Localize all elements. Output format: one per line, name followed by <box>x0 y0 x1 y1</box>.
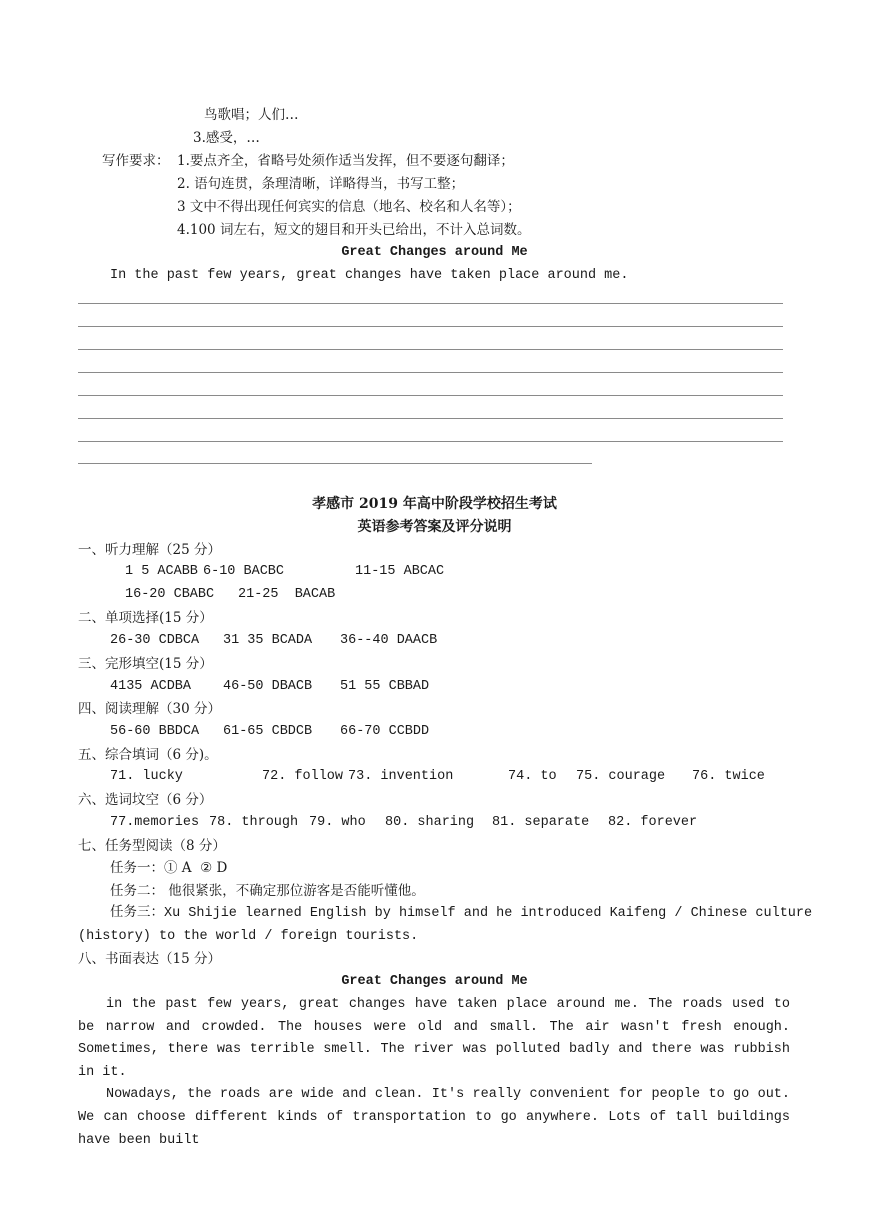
s6-answer: 81. separate <box>492 815 590 830</box>
task-1-answer: 任务一：① A ② D <box>110 860 228 876</box>
s3-answers-c: 51 55 CBBAD <box>340 679 430 694</box>
s3-answers-a: 4135 ACDBA <box>110 679 192 694</box>
section-1-heading: 一、听力理解（25 分） <box>78 542 221 558</box>
answer-key-title: 孝感市 2019 年高中阶段学校招生考试 <box>312 496 557 512</box>
s6-answer: 82. forever <box>608 815 698 830</box>
writing-line <box>78 349 783 350</box>
model-essay-paragraph-2: Nowadays, the roads are wide and clean. It's really convenient for people to go out. We can choose different kinds of transportation to go anywhere. Lots of tall buildings have been built <box>78 1087 790 1148</box>
s5-answer: 73. invention <box>348 769 454 784</box>
s5-answer: 75. courage <box>576 769 666 784</box>
section-8-heading: 八、书面表达（15 分） <box>78 951 221 967</box>
section-3-heading: 三、完形填空(15 分） <box>78 656 213 672</box>
s1-answers-e: 21-25 BACAB <box>238 587 336 602</box>
writing-line <box>78 372 783 373</box>
writing-line <box>78 418 783 419</box>
task-3-answer-line-2: (history) to the world / foreign tourists. <box>78 929 419 944</box>
writing-line <box>78 463 592 464</box>
s6-answer: 77.memories <box>110 815 200 830</box>
s6-answer: 79. who <box>309 815 366 830</box>
model-essay-title: Great Changes around Me <box>341 974 528 989</box>
s3-answers-b: 46-50 DBACB <box>223 679 313 694</box>
essay-title: Great Changes around Me <box>341 245 528 260</box>
s5-answer: 71. lucky <box>110 769 183 784</box>
s4-answers-a: 56-60 BBDCA <box>110 724 200 739</box>
section-6-heading: 六、选词坟空（6 分） <box>78 792 213 808</box>
task-3-answer-line-1: 任务三：Xu Shijie learned English by himself and he introduced Kaifeng / Chinese culture <box>110 906 813 921</box>
s5-answer: 74. to <box>508 769 557 784</box>
outline-birds-line: 鸟歌唱；人们… <box>204 107 299 123</box>
writing-line <box>78 303 783 304</box>
s2-answers-a: 26-30 CDBCA <box>110 633 200 648</box>
s5-answer: 76. twice <box>692 769 765 784</box>
s4-answers-b: 61-65 CBDCB <box>223 724 313 739</box>
requirement-4: 4.100 词左右，短文的翅目和开头已给出，不计入总词数。 <box>177 222 531 238</box>
s4-answers-c: 66-70 CCBDD <box>340 724 430 739</box>
writing-line <box>78 326 783 327</box>
writing-line <box>78 441 783 442</box>
requirement-3: 3 文中不得出现任何宾实的信息（地名、校名和人名等）； <box>177 199 521 215</box>
section-7-heading: 七、任务型阅读（8 分） <box>78 838 226 854</box>
model-essay-body <box>78 994 790 1152</box>
requirements-label: 写作要求： <box>102 153 170 169</box>
task-2-answer: 任务二： 他很紧张，不确定那位游客是否能听懂他。 <box>110 883 425 899</box>
s2-answers-c: 36--40 DAACB <box>340 633 438 648</box>
section-2-heading: 二、单项选择(15 分） <box>78 610 213 626</box>
section-5-heading: 五、综合填词（6 分)。 <box>78 747 218 763</box>
s1-answers-b: 6-10 BACBC <box>203 564 285 579</box>
s1-answers-c: 11-15 ABCAC <box>355 564 445 579</box>
s5-answer: 72. follow <box>262 769 344 784</box>
requirement-1: 1.要点齐全，省略号处须作适当发挥，但不要逐句翻译； <box>177 153 514 169</box>
requirement-2: 2. 语句连贯，条理清晰，详略得当，书写工整； <box>177 176 465 192</box>
s2-answers-b: 31 35 BCADA <box>223 633 313 648</box>
writing-line <box>78 395 783 396</box>
s1-answers-d: 16-20 CBABC <box>125 587 215 602</box>
essay-opening: In the past few years, great changes have taken place around me. <box>110 268 629 283</box>
s6-answer: 78. through <box>209 815 299 830</box>
section-4-heading: 四、阅读理解（30 分） <box>78 701 221 717</box>
answer-key-subtitle: 英语参考答案及评分说明 <box>357 519 512 535</box>
model-essay-paragraph-1: in the past few years, great changes have taken place around me. The roads used to be narrow and crowded. The houses were old and small. The air wasn't fresh enough. Sometimes, there was terrible smell. The river was polluted badly and there was rubbish in it. <box>78 997 790 1080</box>
s6-answer: 80. sharing <box>385 815 475 830</box>
outline-feelings-line: 3.感受，… <box>193 130 260 146</box>
s1-answers-a: 1 5 ACABB <box>125 564 198 579</box>
